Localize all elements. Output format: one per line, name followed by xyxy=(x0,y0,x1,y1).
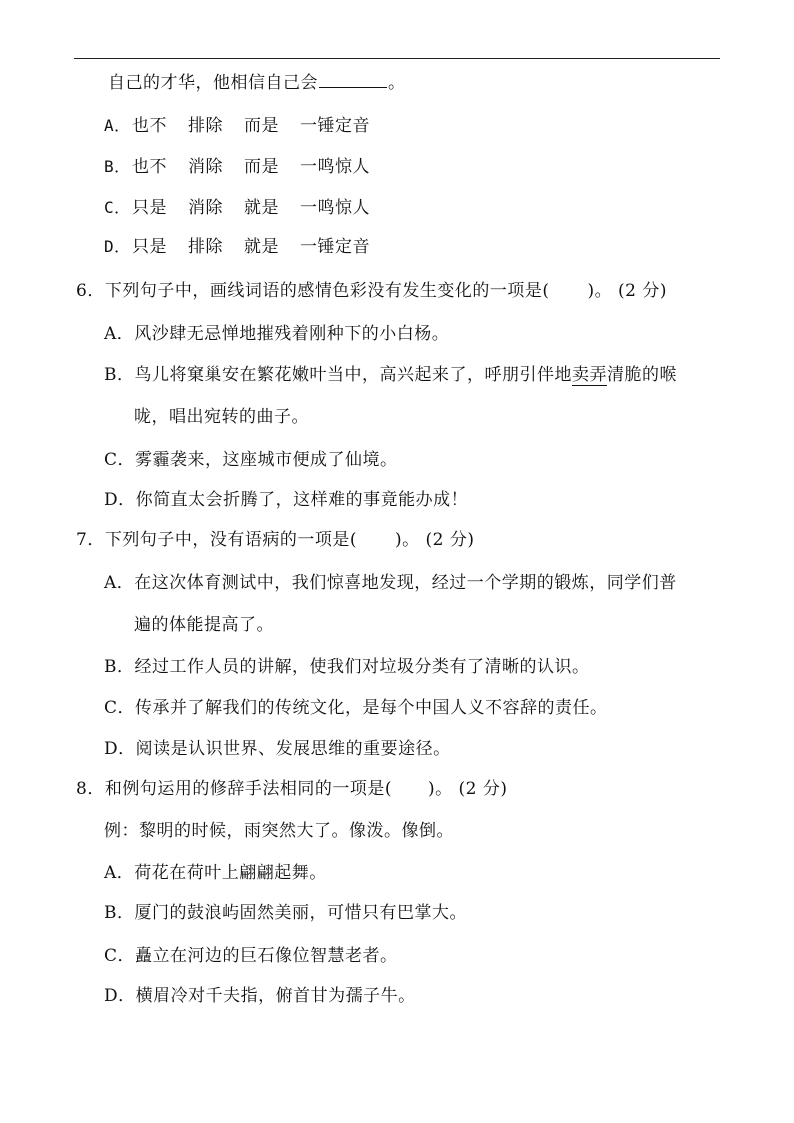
q5-option-a[interactable]: A．也不 排除 而是 一锤定音 xyxy=(104,116,370,136)
q6-option-b[interactable]: B．鸟儿将窠巢安在繁花嫩叶当中，高兴起来了，呼朋引伴地卖弄清脆的喉 xyxy=(104,365,677,385)
q6-stem: 6．下列句子中，画线词语的感情色彩没有发生变化的一项是( )。 (2 分) xyxy=(76,281,667,301)
q5-period: 。 xyxy=(388,73,406,93)
q5-option-c[interactable]: C．只是 消除 就是 一鸣惊人 xyxy=(104,198,370,218)
q7-option-a-cont: 遍的体能提高了。 xyxy=(134,615,274,635)
q6-option-c[interactable]: C．雾霾袭来，这座城市便成了仙境。 xyxy=(104,450,398,470)
q8-stem: 8．和例句运用的修辞手法相同的一项是( )。 (2 分) xyxy=(76,779,508,799)
q5-option-b[interactable]: B．也不 消除 而是 一鸣惊人 xyxy=(104,157,370,177)
q7-option-c[interactable]: C．传承并了解我们的传统文化，是每个中国人义不容辞的责任。 xyxy=(104,698,608,718)
q6-option-b-cont: 咙，唱出宛转的曲子。 xyxy=(134,407,309,427)
q5-option-d[interactable]: D．只是 排除 就是 一锤定音 xyxy=(104,237,370,257)
underlined-word: 卖弄 xyxy=(572,365,607,385)
q6-option-d[interactable]: D．你简直太会折腾了，这样难的事竟能办成！ xyxy=(104,490,469,510)
q7-stem: 7．下列句子中，没有语病的一项是( )。 (2 分) xyxy=(76,530,475,550)
q7-option-b[interactable]: B．经过工作人员的讲解，使我们对垃圾分类有了清晰的认识。 xyxy=(104,657,590,677)
q8-option-d[interactable]: D．横眉冷对千夫指，俯首甘为孺子牛。 xyxy=(104,986,416,1006)
answer-blank[interactable] xyxy=(319,73,387,88)
q8-example: 例：黎明的时候，雨突然大了。像泼。像倒。 xyxy=(104,821,454,841)
q8-option-a[interactable]: A．荷花在荷叶上翩翩起舞。 xyxy=(104,863,327,883)
q5-continuation xyxy=(108,72,406,94)
q8-option-b[interactable]: B．厦门的鼓浪屿固然美丽，可惜只有巴掌大。 xyxy=(104,903,467,923)
q5-text: 自己的才华，他相信自己会 xyxy=(108,73,318,93)
q7-option-a[interactable]: A．在这次体育测试中，我们惊喜地发现，经过一个学期的锻炼，同学们普 xyxy=(104,573,677,593)
q6-option-a[interactable]: A．风沙肆无忌惮地摧残着刚种下的小白杨。 xyxy=(104,324,450,344)
q7-option-d[interactable]: D．阅读是认识世界、发展思维的重要途径。 xyxy=(104,739,451,759)
q8-option-c[interactable]: C．矗立在河边的巨石像位智慧老者。 xyxy=(104,946,398,966)
header-rule xyxy=(74,58,720,59)
